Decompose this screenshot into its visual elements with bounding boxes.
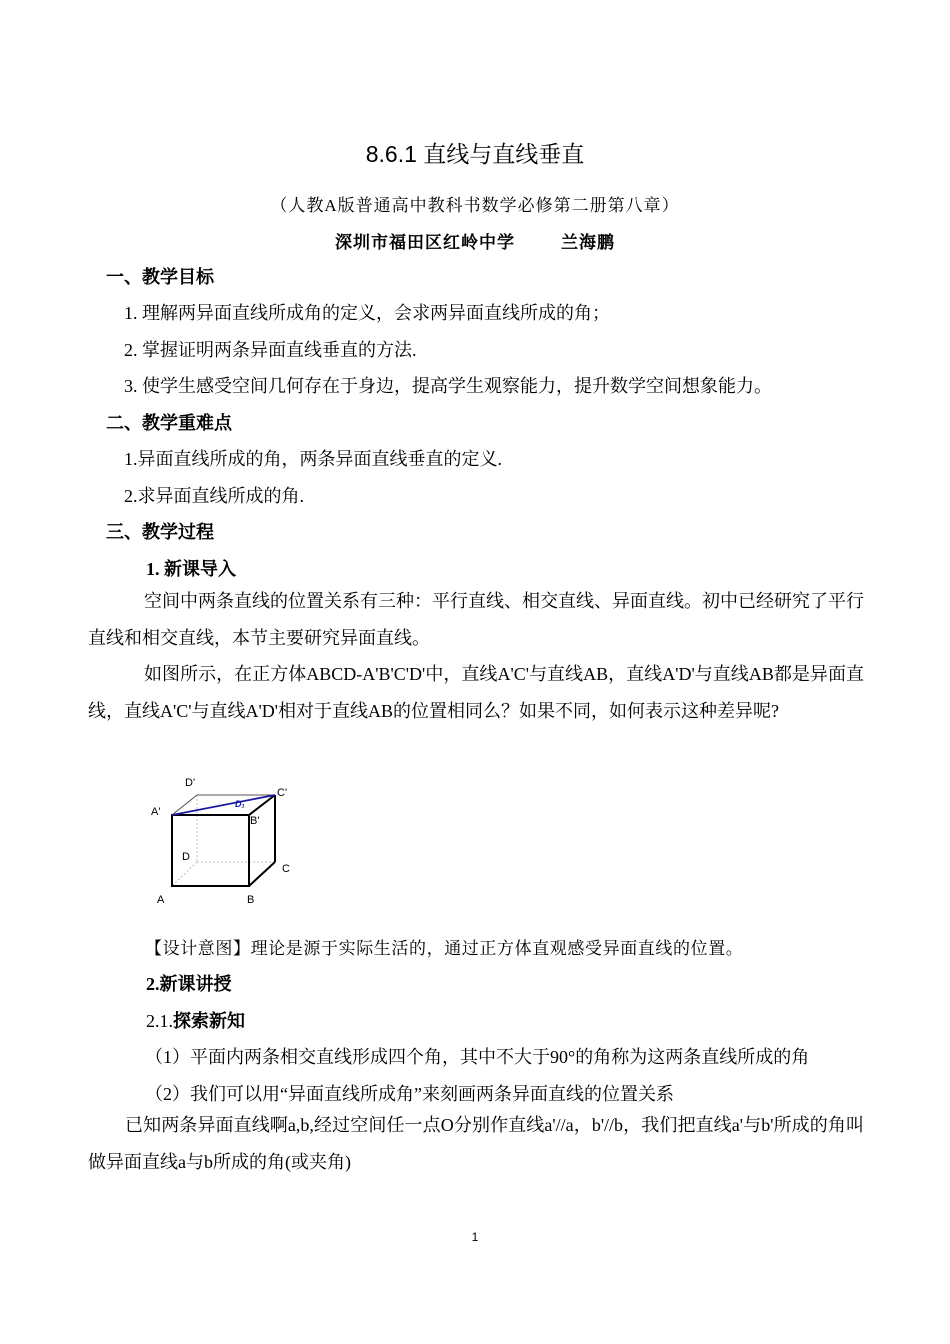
subheading-explore-text: 探索新知 <box>173 1011 245 1031</box>
label-a1: A' <box>151 806 161 818</box>
key-point-item: 1.异面直线所成的角，两条异面直线垂直的定义. <box>124 449 502 469</box>
label-d1: D' <box>185 777 196 789</box>
section-heading-key-points: 二、教学重难点 <box>106 413 232 433</box>
goal-item: 1. 理解两异面直线所成角的定义，会求两异面直线所成的角； <box>124 303 610 323</box>
section-heading-goals: 一、教学目标 <box>106 267 214 287</box>
section-heading-process: 三、教学过程 <box>106 522 214 542</box>
cube-figure <box>145 773 305 913</box>
subheading-explore-number: 2.1. <box>146 1011 173 1031</box>
label-b1: B' <box>250 815 260 827</box>
diagonal-a1-c1 <box>172 795 275 815</box>
page-title: 8.6.1 直线与直线垂直 <box>365 141 585 167</box>
list-item: （2）我们可以用“异面直线所成角”来刻画两条异面直线的位置关系 <box>145 1084 674 1104</box>
label-a: A <box>157 894 165 906</box>
edge-b-c <box>249 862 275 886</box>
subheading-intro: 1. 新课导入 <box>146 559 236 579</box>
goal-item: 2. 掌握证明两条异面直线垂直的方法. <box>124 340 417 360</box>
label-mid: D₁ <box>235 799 245 809</box>
paragraph-intro: 空间中两条直线的位置关系有三种：平行直线、相交直线、异面直线。初中已经研究了平行直线和相交直线，本节主要研究异面直线。 <box>88 591 864 648</box>
label-b: B <box>247 894 255 906</box>
page-number: 1 <box>471 1230 479 1244</box>
hidden-edge <box>172 862 197 886</box>
paragraph-question: 如图所示，在正方体ABCD-A'B'C'D'中，直线A'C'与直线AB，直线A'D'与直线AB都是异面直线，直线A'C'与直线A'D'相对于直线AB的位置相同么？如果不同，如何表示这种差异呢? <box>88 664 864 721</box>
label-c: C <box>282 863 290 875</box>
subtitle: （人教A版普通高中教科书数学必修第二册第八章） <box>270 196 680 215</box>
paragraph-definition: 已知两条异面直线啊a,b,经过空间任一点O分别作直线a'//a，b'//b，我们把直线a'与b'所成的角叫做异面直线a与b所成的角(或夹角) <box>88 1115 864 1172</box>
label-d: D <box>182 851 190 863</box>
author-line <box>0 228 950 253</box>
subheading-lecture: 2.新课讲授 <box>146 974 232 994</box>
author-school: 深圳市福田区红岭中学 <box>335 233 515 252</box>
author-name: 兰海鹏 <box>561 233 615 252</box>
goal-item: 3. 使学生感受空间几何存在于身边，提高学生观察能力，提升数学空间想象能力。 <box>124 376 772 396</box>
list-item: （1）平面内两条相交直线形成四个角，其中不大于90°的角称为这两条直线所成的角 <box>145 1047 810 1067</box>
design-intent: 【设计意图】理论是源于实际生活的，通过正方体直观感受异面直线的位置。 <box>145 939 744 958</box>
key-point-item: 2.求异面直线所成的角. <box>124 486 304 506</box>
subheading-explore <box>146 1007 245 1033</box>
label-c1: C' <box>277 787 288 799</box>
